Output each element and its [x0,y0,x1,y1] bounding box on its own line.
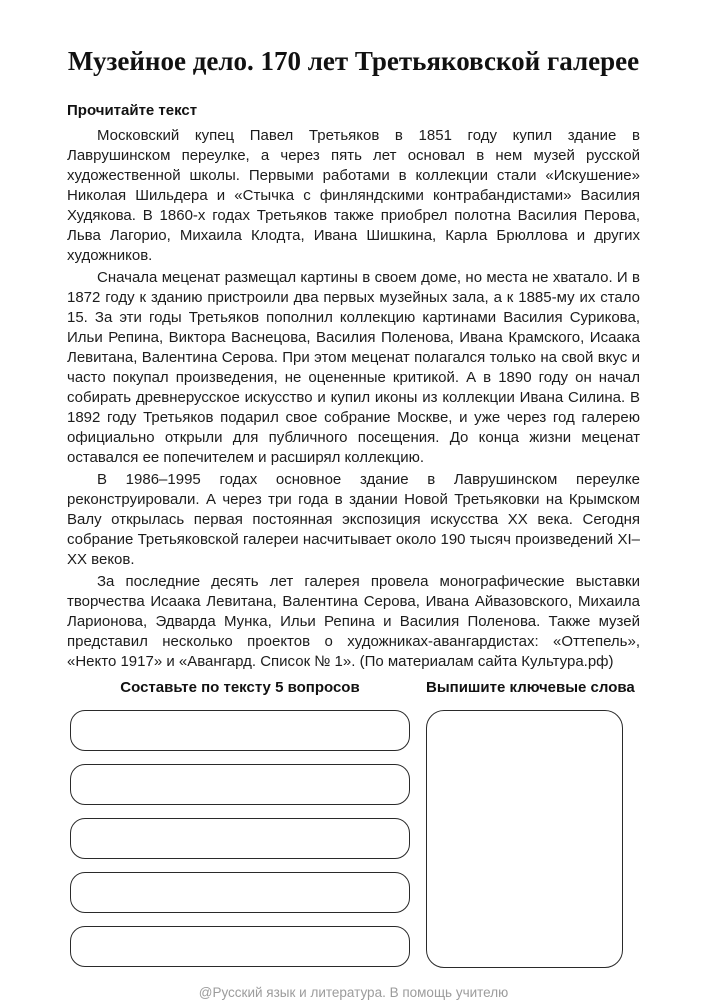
keywords-heading: Выпишите ключевые слова [426,679,635,696]
page-title: Музейное дело. 170 лет Третьяковской галерее [67,46,640,76]
question-answer-box-5[interactable] [70,926,410,967]
reading-paragraph-4: За последние десять лет галерея провела монографические выставки творчества Исаака Левитана, Валентина Серова, Ивана Айвазовского, Михаила Ларионова, Эдварда Мунка, Ильи Репина и Василия Поленова. Также музей представил несколько проектов о художниках-авангардистах: «Оттепель», «Некто 1917» и «Авангард. Список № 1». (По материалам сайта Культура.рф) [67,573,640,670]
reading-text [67,126,640,672]
question-answer-box-4[interactable] [70,872,410,913]
read-text-heading: Прочитайте текст [67,102,198,119]
keywords-column [426,679,635,980]
reading-paragraph-2: Сначала меценат размещал картины в своем доме, но места не хватало. И в 1872 году к зданию пристроили два первых музейных зала, а к 1885-му их стало 15. За эти годы Третьяков пополнил коллекцию картинами Василия Сурикова, Ильи Репина, Виктора Васнецова, Василия Поленова, Ивана Крамского, Исаака Левитана, Валентина Серова. При этом меценат полагался только на свой вкус и часто покупал произведения, не оцененные критикой. А в 1890 году он начал собирать древнерусское искусство и купил иконы из коллекции Ивана Силина. В 1892 году Третьяков подарил свое собрание Москве, и уже через год галерею официально открыли для публичного посещения. До конца жизни меценат оставался ее попечителем и расширял коллекцию. [67,269,640,466]
footer-credit: @Русский язык и литература. В помощь учителю [198,985,509,1000]
question-answer-box-1[interactable] [70,710,410,751]
question-answer-box-2[interactable] [70,764,410,805]
keywords-answer-box[interactable] [426,710,623,968]
questions-column [70,680,410,980]
reading-paragraph-1: Московский купец Павел Третьяков в 1851 году купил здание в Лаврушинском переулке, а через пять лет основал в нем музей русской художественной школы. Первыми работами в коллекции стали «Искушение» Николая Шильдера и «Стычка с финляндскими контрабандистами» Василия Худякова. В 1860-х годах Третьяков также приобрел полотна Василия Перова, Льва Лагорио, Михаила Клодта, Ивана Шишкина, Карла Брюллова и других художников. [67,127,640,264]
question-answer-box-3[interactable] [70,818,410,859]
reading-paragraph-3: В 1986–1995 годах основное здание в Лаврушинском переулке реконструировали. А через три года в здании Новой Третьяковки на Крымском Валу открылась первая постоянная экспозиция искусства XX века. Сегодня собрание Третьяковской галереи насчитывает около 190 тысяч произведений XI–XX веков. [67,471,640,568]
questions-heading: Составьте по тексту 5 вопросов [120,679,360,696]
tasks-section [70,680,707,980]
